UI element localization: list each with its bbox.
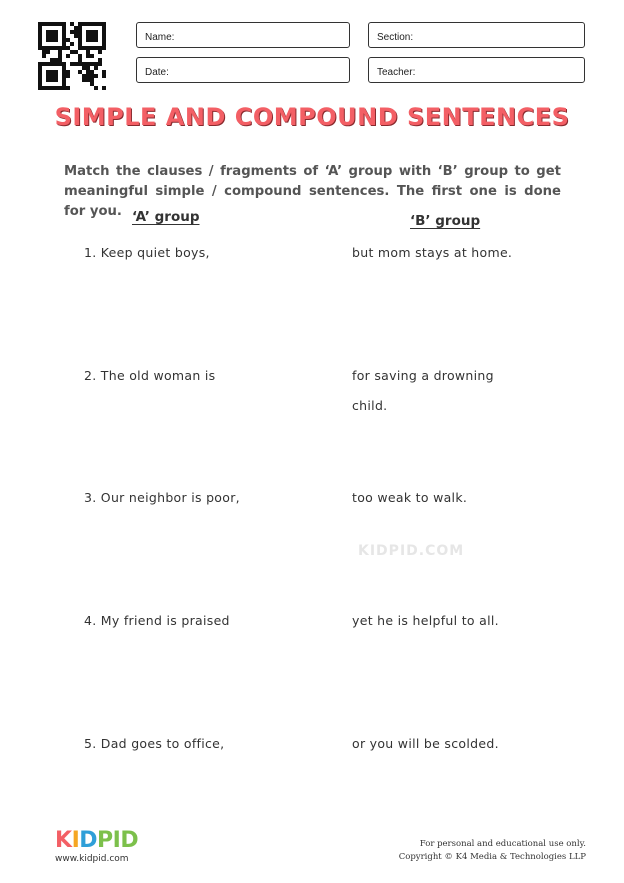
instructions: Match the clauses / fragments of ‘A’ group with ‘B’ group to get meaningful simple / compound sentences. The first one is done for you. xyxy=(64,164,561,219)
kidpid-logo xyxy=(55,830,138,852)
a-item-2: 2. The old woman is xyxy=(84,368,216,383)
b-item-2: for saving a drowning xyxy=(352,368,494,383)
footer xyxy=(399,838,586,864)
b-item-1: but mom stays at home. xyxy=(352,245,513,260)
b-item-4: yet he is helpful to all. xyxy=(352,613,499,628)
a-item-1: 1. Keep quiet boys, xyxy=(84,245,210,260)
date-field[interactable] xyxy=(136,57,350,83)
a-item-3: 3. Our neighbor is poor, xyxy=(84,490,240,505)
footer-copyright: Copyright © K4 Media & Technologies LLP xyxy=(398,852,586,862)
watermark: KIDPID.COM xyxy=(358,543,465,559)
teacher-label: Teacher: xyxy=(377,67,416,78)
logo-letters-pid: PID xyxy=(97,828,139,853)
logo-letter-d: D xyxy=(79,828,98,853)
b-item-5: or you will be scolded. xyxy=(352,736,499,751)
qr-code xyxy=(38,22,106,90)
name-field[interactable] xyxy=(136,22,350,48)
a-item-5: 5. Dad goes to office, xyxy=(84,736,225,751)
group-a-header: ‘A’ group xyxy=(132,209,200,225)
footer-usage: For personal and educational use only. xyxy=(419,839,586,849)
b-item-3: too weak to walk. xyxy=(352,490,468,505)
name-label: Name: xyxy=(145,32,175,43)
logo-letter-i: I xyxy=(71,828,80,853)
date-label: Date: xyxy=(145,67,169,78)
group-b-header: ‘B’ group xyxy=(410,213,481,229)
teacher-field[interactable] xyxy=(368,57,585,83)
b-item-2-cont: child. xyxy=(352,398,388,413)
a-item-4: 4. My friend is praised xyxy=(84,613,230,628)
worksheet-title: SIMPLE AND COMPOUND SENTENCES xyxy=(54,103,570,131)
logo-url: www.kidpid.com xyxy=(55,854,129,864)
section-label: Section: xyxy=(377,32,414,43)
section-field[interactable] xyxy=(368,22,585,48)
logo-letter-k: K xyxy=(55,828,72,853)
